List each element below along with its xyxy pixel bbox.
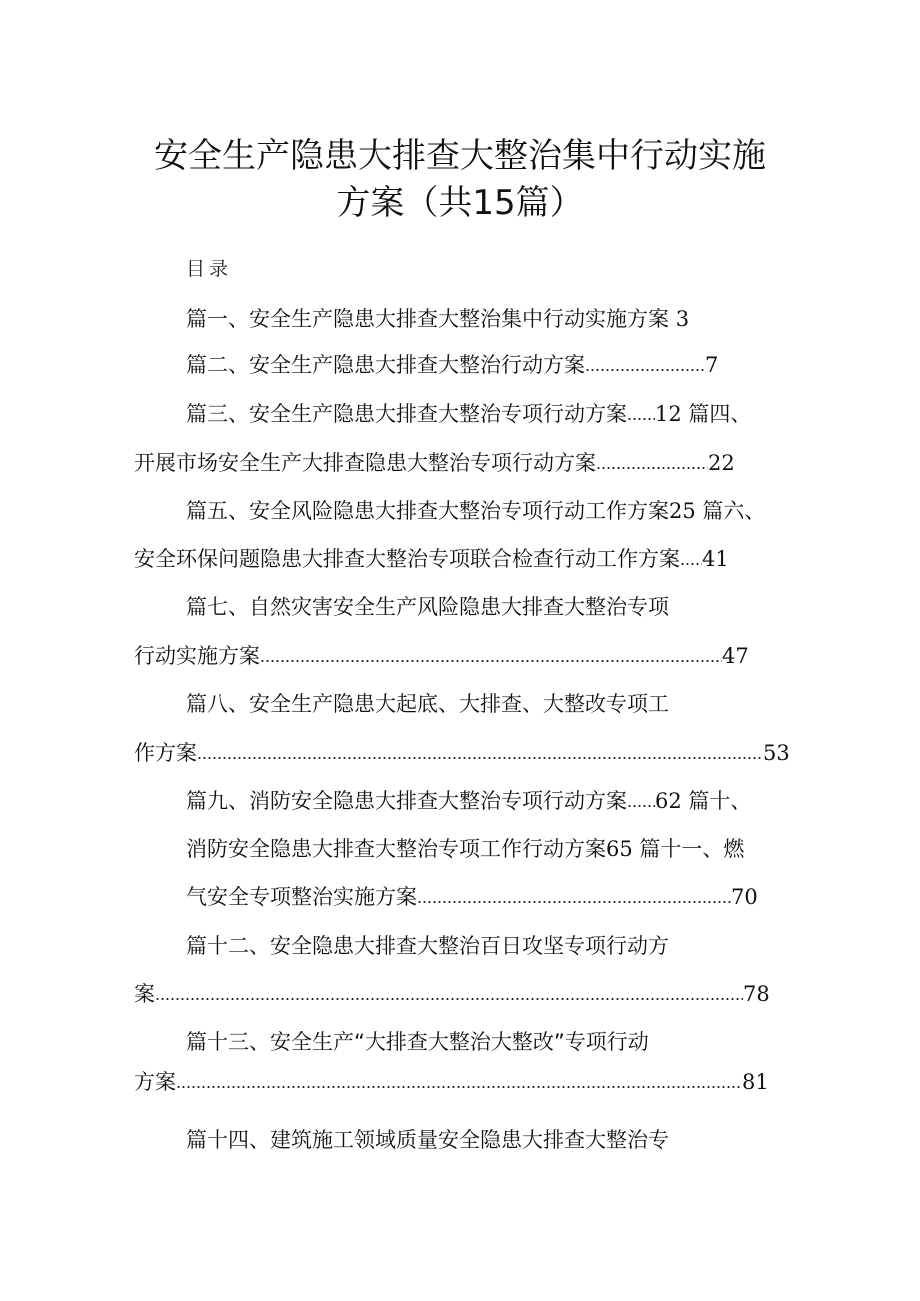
toc-entry[interactable] bbox=[186, 501, 765, 522]
toc-entry[interactable] bbox=[186, 597, 669, 618]
leader-dots bbox=[680, 562, 702, 566]
toc-entry[interactable] bbox=[186, 839, 744, 860]
toc-entry-text: 篇一、安全生产隐患大排查大整治集中行动实施方案 bbox=[186, 307, 669, 331]
toc-page-number: 3 bbox=[675, 307, 690, 331]
leader-dots bbox=[417, 900, 731, 904]
toc-entry[interactable] bbox=[134, 549, 729, 570]
toc-page-number: 25 bbox=[669, 499, 696, 523]
toc-entry-continuation: 篇四、 bbox=[688, 402, 752, 426]
toc-entry[interactable] bbox=[186, 936, 669, 957]
toc-entry-continuation: 篇十一、燃 bbox=[639, 837, 745, 861]
toc-page-number: 47 bbox=[722, 644, 749, 668]
toc-entry-text: 气安全专项整治实施方案 bbox=[186, 885, 417, 909]
toc-page-number: 22 bbox=[708, 451, 735, 475]
toc-entry-text: 开展市场安全生产大排查隐患大整治专项行动方案 bbox=[134, 451, 596, 475]
toc-entry-text: 案 bbox=[134, 982, 155, 1006]
toc-entry-text: 篇十二、安全隐患大排查大整治百日攻坚专项行动方 bbox=[186, 934, 669, 958]
toc-entry-text: 篇十四、建筑施工领域质量安全隐患大排查大整治专 bbox=[186, 1128, 669, 1152]
toc-entry[interactable] bbox=[186, 309, 689, 330]
toc-entry-text: 篇二、安全生产隐患大排查大整治行动方案 bbox=[186, 353, 585, 377]
leader-dots bbox=[585, 368, 705, 372]
toc-entry-text: 篇八、安全生产隐患大起底、大排查、大整改专项工 bbox=[186, 692, 669, 716]
toc-page-number: 81 bbox=[742, 1070, 769, 1094]
toc-entry-text: 篇五、安全风险隐患大排查大整治专项行动工作方案 bbox=[186, 499, 669, 523]
leader-dots bbox=[627, 804, 655, 808]
toc-page-number: 7 bbox=[705, 353, 719, 377]
toc-entry[interactable] bbox=[134, 1072, 769, 1093]
toc-entry-text: 安全环保问题隐患大排查大整治专项联合检查行动工作方案 bbox=[134, 547, 680, 571]
toc-entry[interactable] bbox=[186, 404, 751, 425]
toc-page-number: 78 bbox=[743, 982, 770, 1006]
toc-page-number: 70 bbox=[731, 885, 758, 909]
toc-entry-text: 篇九、消防安全隐患大排查大整治专项行动方案 bbox=[186, 789, 627, 813]
toc-entry[interactable] bbox=[134, 984, 770, 1005]
leader-dots bbox=[260, 659, 722, 663]
toc-entry[interactable] bbox=[134, 743, 790, 764]
toc-entry[interactable] bbox=[134, 646, 749, 667]
toc-page-number: 41 bbox=[702, 547, 729, 571]
toc-entry[interactable] bbox=[186, 694, 669, 715]
toc-entry[interactable] bbox=[186, 355, 718, 376]
toc-entry[interactable] bbox=[186, 1032, 649, 1053]
toc-page-number: 53 bbox=[763, 741, 790, 765]
document-title-line-1: 安全生产隐患大排查大整治集中行动实施 bbox=[154, 136, 766, 176]
toc-page-number: 12 bbox=[655, 402, 682, 426]
toc-entry-text: 消防安全隐患大排查大整治专项工作行动方案 bbox=[186, 837, 606, 861]
toc-entry-text: 行动实施方案 bbox=[134, 644, 260, 668]
toc-entry-text: 篇十三、安全生产“大排查大整治大整改”专项行动 bbox=[186, 1030, 649, 1054]
toc-entry-text: 作方案 bbox=[134, 741, 197, 765]
toc-page-number: 62 bbox=[655, 789, 682, 813]
toc-entry-continuation: 篇十、 bbox=[688, 789, 752, 813]
leader-dots bbox=[627, 417, 655, 421]
toc-heading: 目录 bbox=[186, 258, 233, 280]
toc-entry[interactable] bbox=[186, 791, 751, 812]
toc-page-number: 65 bbox=[606, 837, 633, 861]
leader-dots bbox=[155, 997, 743, 1001]
toc-entry-continuation: 篇六、 bbox=[702, 499, 766, 523]
leader-dots bbox=[197, 756, 763, 760]
toc-entry-text: 篇七、自然灾害安全生产风险隐患大排查大整治专项 bbox=[186, 595, 669, 619]
leader-dots bbox=[596, 466, 708, 470]
toc-entry-text: 方案 bbox=[134, 1070, 176, 1094]
document-title-line-2: 方案（共15篇） bbox=[336, 183, 584, 223]
toc-entry[interactable] bbox=[186, 1130, 669, 1151]
toc-entry[interactable] bbox=[186, 887, 758, 908]
toc-entry[interactable] bbox=[134, 453, 735, 474]
toc-entry-text: 篇三、安全生产隐患大排查大整治专项行动方案 bbox=[186, 402, 627, 426]
leader-dots bbox=[176, 1085, 742, 1089]
